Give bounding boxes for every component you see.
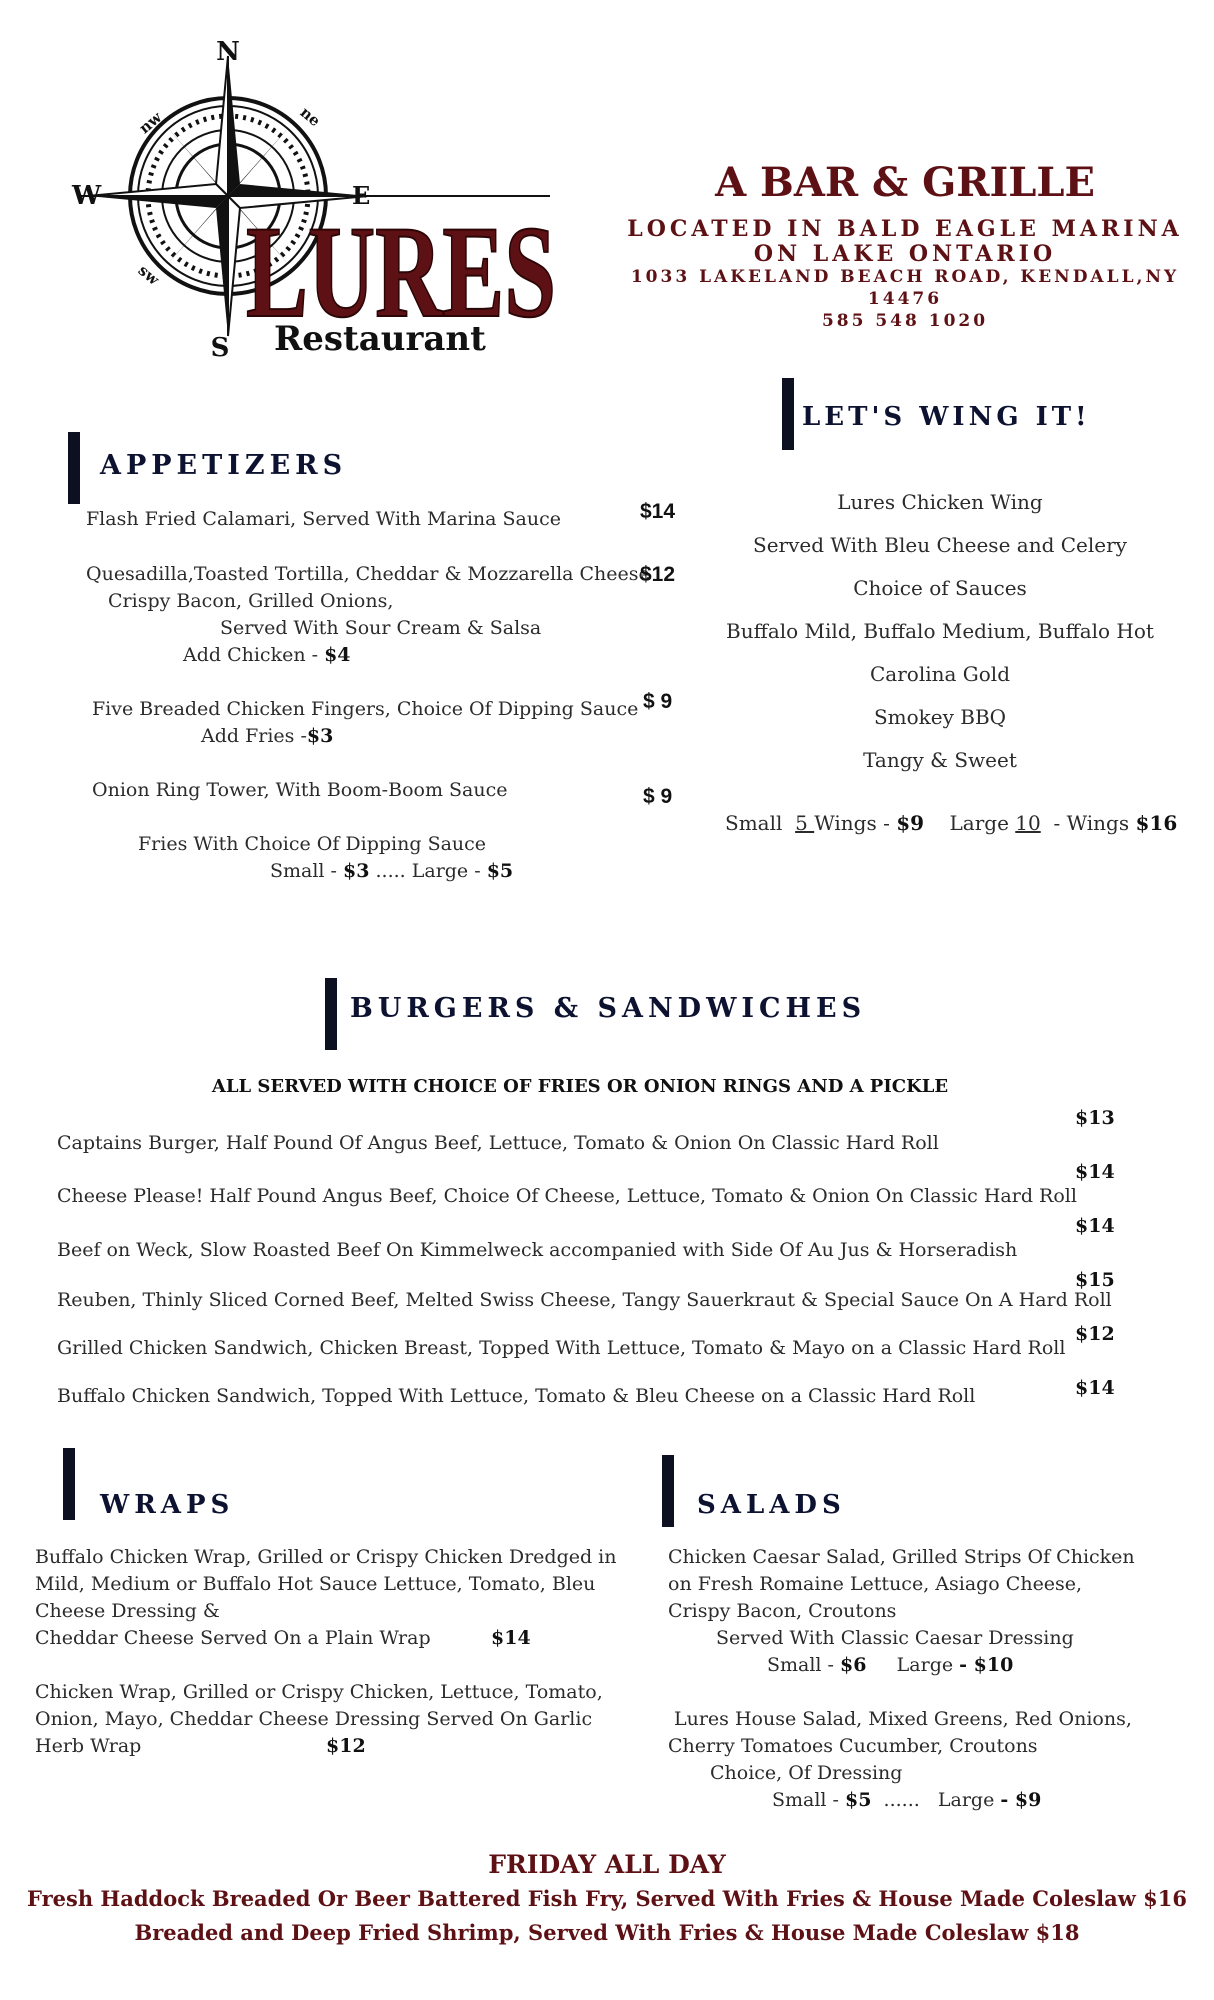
burgers-note: ALL SERVED WITH CHOICE OF FRIES OR ONION RINGS AND A PICKLE (211, 1076, 949, 1097)
salad-house-line1: Lures House Salad, Mixed Greens, Red Onions, (674, 1708, 1132, 1730)
salads-bar (662, 1455, 674, 1527)
header-location-line1: LOCATED IN BALD EAGLE MARINA (627, 216, 1183, 242)
small-price: $3 (343, 860, 370, 882)
burger-price: $14 (1075, 1377, 1115, 1399)
wing-count: 5 (795, 811, 815, 835)
appetizer-onion-rings-price: $ 9 (643, 785, 673, 808)
wings-bar (782, 378, 794, 450)
logo-sub-text: Restaurant (274, 319, 486, 359)
wings-line: Choice of Sauces (853, 576, 1027, 600)
burger-item: Beef on Weck, Slow Roasted Beef On Kimmelweck accompanied with Side Of Au Jus & Horseradish (57, 1239, 1018, 1261)
wings-line: Smokey BBQ (873, 705, 1007, 729)
header-location-line2: ON LAKE ONTARIO (753, 241, 1057, 267)
wings-line: Served With Bleu Cheese and Celery (753, 533, 1127, 557)
friday-shrimp: Breaded and Deep Fried Shrimp, Served With Fries & House Made Coleslaw $18 (134, 1920, 1080, 1945)
size-label: Large (924, 811, 1016, 835)
wraps-bar (63, 1448, 75, 1520)
addon-label: Add Fries - (201, 725, 307, 747)
wrap-buffalo-line3: Cheese Dressing & (35, 1600, 220, 1622)
size-label: ..... Large - (369, 860, 487, 882)
salad-caesar-line2: on Fresh Romaine Lettuce, Asiago Cheese, (668, 1573, 1083, 1595)
restaurant-logo (70, 38, 570, 368)
addon-price: $3 (306, 725, 334, 747)
burger-price: $12 (1075, 1323, 1115, 1345)
large-price: $5 (486, 860, 514, 882)
small-price: $5 (845, 1789, 872, 1811)
appetizer-fingers: Five Breaded Chicken Fingers, Choice Of Dipping Sauce (92, 698, 639, 720)
wrap-chicken-line2: Onion, Mayo, Cheddar Cheese Dressing Served On Garlic (35, 1708, 593, 1730)
wings-line: Carolina Gold (870, 662, 1010, 686)
compass-s-label: S (210, 333, 230, 363)
appetizer-quesadilla-line1: Quesadilla,Toasted Tortilla, Cheddar & Mozzarella Cheese (86, 563, 650, 585)
size-label: Small - (767, 1654, 841, 1676)
addon-label: Add Chicken - (183, 644, 325, 666)
burger-price: $15 (1075, 1269, 1115, 1291)
appetizers-title: APPETIZERS (100, 450, 348, 481)
size-label: ...... Large (871, 1789, 1001, 1811)
header-block (620, 158, 1190, 332)
compass-rose-icon (70, 38, 570, 368)
wrap-chicken-price: $12 (326, 1735, 366, 1757)
friday-fish-fry: Fresh Haddock Breaded Or Beer Battered Fish Fry, Served With Fries & House Made Coleslaw $16 (27, 1886, 1187, 1911)
wings-list (700, 481, 1180, 782)
large-price: - $10 (959, 1654, 1014, 1676)
size-label: Large (866, 1654, 960, 1676)
size-label: Small (725, 811, 796, 835)
salad-caesar-line1: Chicken Caesar Salad, Grilled Strips Of Chicken (668, 1546, 1135, 1568)
wings-line: Buffalo Mild, Buffalo Medium, Buffalo Hot (726, 619, 1154, 643)
salads-title: SALADS (697, 1490, 846, 1520)
header-phone: 585 548 1020 (821, 311, 989, 331)
size-label: Small - (270, 860, 344, 882)
burger-price: $14 (1075, 1161, 1115, 1183)
appetizer-quesadilla-price: $12 (640, 563, 676, 586)
appetizer-onion-rings: Onion Ring Tower, With Boom-Boom Sauce (92, 779, 508, 801)
wrap-chicken-line1: Chicken Wrap, Grilled or Crispy Chicken, Lettuce, Tomato, (35, 1681, 603, 1703)
appetizer-fries-prices (270, 858, 513, 885)
wrap-chicken-line3: Herb Wrap (35, 1735, 142, 1757)
burgers-bar (325, 978, 337, 1050)
burger-item: Reuben, Thinly Sliced Corned Beef, Melted Swiss Cheese, Tangy Sauerkraut & Special Sauce On A Hard Roll (57, 1289, 1112, 1311)
large-price: - $9 (1000, 1789, 1042, 1811)
compass-w-label: W (72, 181, 102, 211)
wings-title: LET'S WING IT! (802, 402, 1091, 432)
compass-e-label: E (352, 181, 371, 210)
header-zip: 14476 (867, 289, 943, 309)
appetizer-quesadilla-line3: Served With Sour Cream & Salsa (220, 617, 542, 639)
burgers-title: BURGERS & SANDWICHES (350, 993, 867, 1024)
wraps-title: WRAPS (100, 1490, 235, 1520)
small-price: $6 (840, 1654, 867, 1676)
wing-count: 10 (1015, 811, 1041, 835)
wrap-buffalo-price: $14 (491, 1627, 531, 1649)
compass-nw-label: nw (135, 108, 166, 138)
salad-caesar-prices (767, 1652, 1013, 1679)
burger-price: $13 (1075, 1107, 1115, 1129)
friday-title: FRIDAY ALL DAY (488, 1850, 726, 1879)
burger-item: Cheese Please! Half Pound Angus Beef, Choice Of Cheese, Lettuce, Tomato & Onion On Classic Hard Roll (57, 1185, 1077, 1207)
salad-house-line2: Cherry Tomatoes Cucumber, Croutons (668, 1735, 1038, 1757)
burger-item: Buffalo Chicken Sandwich, Topped With Lettuce, Tomato & Bleu Cheese on a Classic Hard Roll (57, 1385, 976, 1407)
appetizer-fingers-price: $ 9 (643, 690, 673, 713)
size-label: Wings - (814, 811, 897, 835)
appetizer-quesadilla-addon (183, 642, 351, 669)
compass-sw-label: sw (134, 261, 163, 289)
burger-item: Captains Burger, Half Pound Of Angus Beef, Lettuce, Tomato & Onion On Classic Hard Roll (57, 1132, 939, 1154)
friday-special (0, 1848, 1214, 1950)
size-label: Small - (772, 1789, 846, 1811)
wrap-buffalo-line4: Cheddar Cheese Served On a Plain Wrap (35, 1627, 431, 1649)
appetizer-fries: Fries With Choice Of Dipping Sauce (138, 833, 487, 855)
appetizer-calamari-price: $14 (640, 500, 676, 523)
salad-caesar-line4: Served With Classic Caesar Dressing (716, 1627, 1074, 1649)
salad-house-line3: Choice, Of Dressing (710, 1762, 903, 1784)
appetizer-calamari: Flash Fried Calamari, Served With Marina Sauce (86, 508, 561, 530)
appetizers-bar (68, 432, 80, 504)
appetizer-fingers-addon (201, 723, 333, 750)
header-title: A BAR & GRILLE (715, 159, 1095, 206)
burger-item: Grilled Chicken Sandwich, Chicken Breast, Topped With Lettuce, Tomato & Mayo on a Classic Hard Roll (57, 1337, 1066, 1359)
large-price: $16 (1135, 811, 1178, 835)
small-price: $9 (896, 811, 925, 835)
salad-caesar-line3: Crispy Bacon, Croutons (668, 1600, 897, 1622)
wrap-buffalo-line1: Buffalo Chicken Wrap, Grilled or Crispy Chicken Dredged in (35, 1546, 617, 1568)
addon-price: $4 (324, 644, 351, 666)
wings-prices (725, 783, 1177, 837)
compass-ne-label: ne (296, 103, 324, 131)
size-label: - Wings (1040, 811, 1136, 835)
wrap-buffalo-line2: Mild, Medium or Buffalo Hot Sauce Lettuce, Tomato, Bleu (35, 1573, 596, 1595)
burger-price: $14 (1075, 1215, 1115, 1237)
wings-line: Tangy & Sweet (863, 748, 1017, 772)
compass-n-label: N (216, 38, 240, 67)
salad-house-prices (772, 1787, 1041, 1814)
appetizer-quesadilla-line2: Crispy Bacon, Grilled Onions, (108, 590, 394, 612)
header-address: 1033 LAKELAND BEACH ROAD, KENDALL,NY (630, 267, 1180, 287)
wings-line: Lures Chicken Wing (837, 490, 1043, 514)
logo-brand-text: LURES (246, 198, 556, 345)
